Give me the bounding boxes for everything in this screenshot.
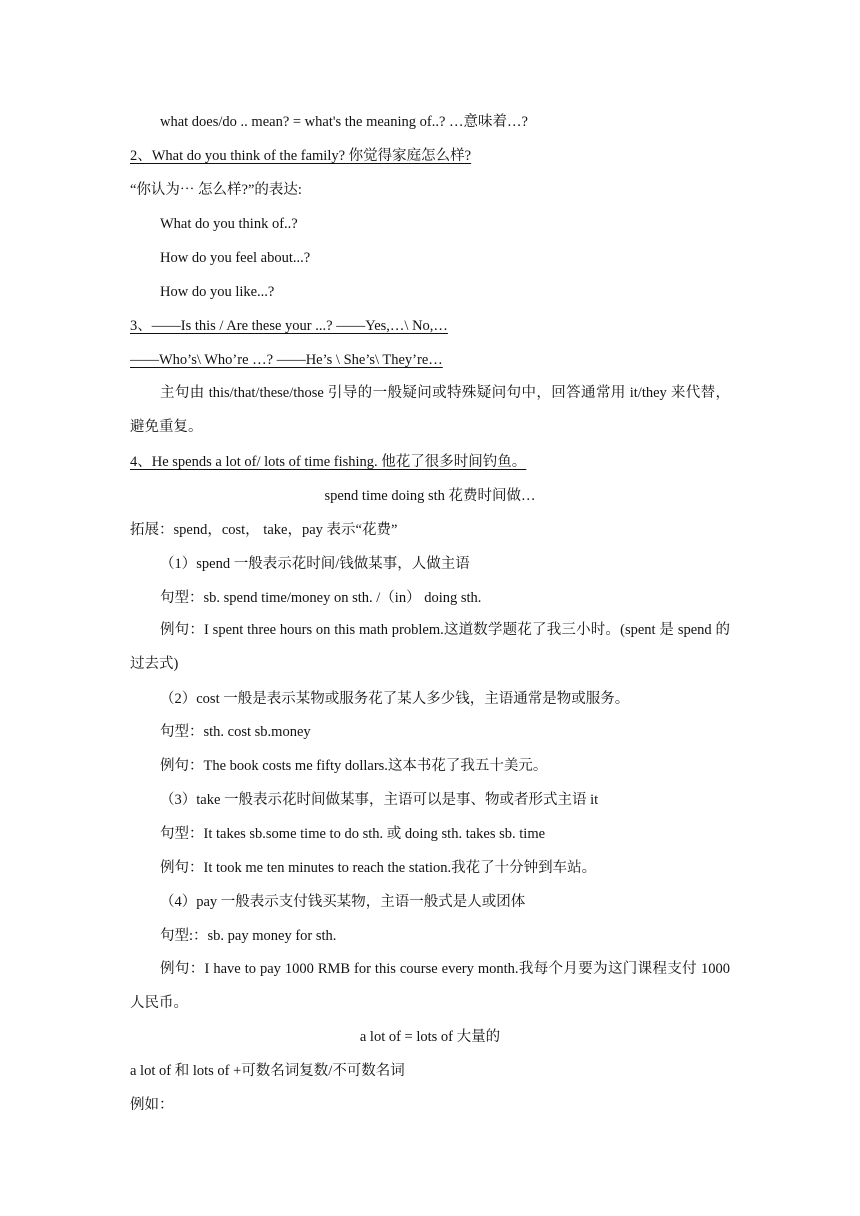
text-line: 句型：sb. spend time/money on sth. /（in） doing sth. bbox=[160, 590, 482, 606]
heading-item-3: 3、——Is this / Are these your ...? ——Yes,…\ No,… bbox=[130, 318, 448, 334]
centered-phrase: a lot of = lots of 大量的 bbox=[359, 1029, 501, 1045]
paragraph: 例句：I spent three hours on this math problem.这道数学题花了我三小时。(spent 是 spend 的过去式) bbox=[130, 622, 730, 672]
text-line: （4）pay 一般表示支付钱买某物，主语一般式是人或团体 bbox=[160, 894, 526, 910]
text-line: What do you think of..? bbox=[160, 216, 298, 232]
text-line: How do you feel about...? bbox=[160, 250, 311, 266]
text-line: “你认为⋯ 怎么样?”的表达: bbox=[130, 182, 302, 198]
paragraph: 例句：I have to pay 1000 RMB for this course every month.我每个月要为这门课程支付 1000 人民币。 bbox=[130, 961, 730, 1011]
heading-item-4: 4、He spends a lot of/ lots of time fishing. 他花了很多时间钓鱼。 bbox=[130, 454, 527, 470]
text-line: 句型：It takes sb.some time to do sth. 或 doing sth. takes sb. time bbox=[160, 826, 546, 842]
text-line: （2）cost 一般是表示某物或服务花了某人多少钱，主语通常是物或服务。 bbox=[160, 691, 630, 707]
text-line: （1）spend 一般表示花时间/钱做某事，人做主语 bbox=[160, 556, 470, 572]
text-line: 例如： bbox=[130, 1097, 174, 1113]
text-line: 句型：sth. cost sb.money bbox=[160, 724, 311, 740]
text-line: 拓展：spend，cost， take，pay 表示“花费” bbox=[130, 522, 398, 538]
centered-phrase: spend time doing sth 花费时间做… bbox=[324, 488, 536, 504]
text-line: （3）take 一般表示花时间做某事，主语可以是事、物或者形式主语 it bbox=[160, 792, 599, 808]
text-line: 例句：The book costs me fifty dollars.这本书花了我五十美元。 bbox=[160, 758, 548, 774]
heading-item-3-cont: ——Who’s\ Who’re …? ——He’s \ She’s\ They’re… bbox=[130, 352, 443, 368]
text-line: a lot of 和 lots of +可数名词复数/不可数名词 bbox=[130, 1063, 405, 1079]
text-line: what does/do .. mean? = what's the meaning of..? …意味着…? bbox=[160, 114, 528, 130]
text-line: 句型:：sb. pay money for sth. bbox=[160, 928, 337, 944]
text-line: 例句：It took me ten minutes to reach the station.我花了十分钟到车站。 bbox=[160, 860, 597, 876]
text-line: How do you like...? bbox=[160, 284, 275, 300]
heading-item-2: 2、What do you think of the family? 你觉得家庭怎么样? bbox=[130, 148, 472, 164]
paragraph: 主句由 this/that/these/those 引导的一般疑问或特殊疑问句中，回答通常用 it/they 来代替，避免重复。 bbox=[130, 385, 730, 435]
